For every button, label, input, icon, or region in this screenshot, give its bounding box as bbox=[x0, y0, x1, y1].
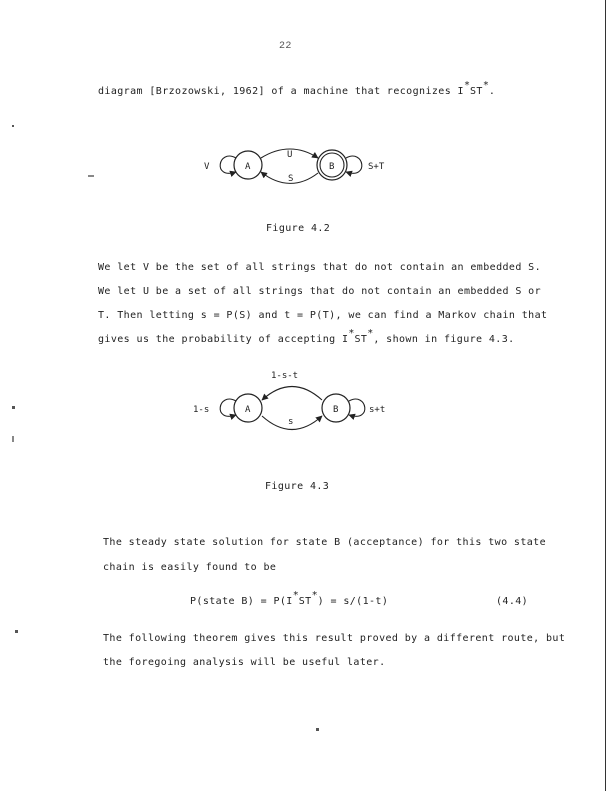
para2-line-2: chain is easily found to be bbox=[103, 562, 277, 573]
fig43-loop-b-label: s+t bbox=[369, 405, 386, 415]
para2-line-1: The steady state solution for state B (acceptance) for this two state bbox=[103, 537, 547, 548]
fig42-state-a-label: A bbox=[245, 162, 251, 172]
fig42-loop-a-label: V bbox=[204, 162, 210, 172]
intro-text: diagram [Brzozowski, 1962] of a machine that recognizes I bbox=[98, 86, 464, 97]
intro-sup2: * bbox=[482, 80, 489, 91]
equation-sup2: * bbox=[311, 590, 318, 601]
figure-4-3-caption: Figure 4.3 bbox=[265, 481, 330, 492]
page-number: 22 bbox=[279, 41, 292, 52]
fig43-edge-top bbox=[262, 387, 322, 401]
para1-last-post: , shown in figure 4.3. bbox=[373, 334, 515, 345]
fig43-edge-top-label: 1-s-t bbox=[271, 371, 299, 381]
para1-last-sup2: * bbox=[367, 328, 374, 339]
fig43-loop-a-label: 1-s bbox=[193, 405, 210, 415]
fig42-loop-b-label: S+T bbox=[368, 162, 385, 172]
scan-speck bbox=[88, 175, 94, 177]
fig43-edge-bottom-label: s bbox=[288, 417, 294, 427]
fig43-state-b-label: B bbox=[333, 405, 339, 415]
para1-line-1: We let V be the set of all strings that do not contain an embedded S. bbox=[98, 262, 542, 273]
figure-4-3-diagram bbox=[193, 371, 385, 430]
fig42-edge-bottom-label: S bbox=[288, 174, 294, 184]
equation-sup1: * bbox=[292, 590, 299, 601]
fig42-state-b-label: B bbox=[329, 162, 335, 172]
figure-4-2-diagram bbox=[204, 149, 385, 184]
fig42-loop-b bbox=[346, 156, 362, 173]
scan-speck bbox=[316, 728, 319, 731]
fig42-edge-top-label: U bbox=[287, 150, 293, 160]
para1-line-2: We let U be a set of all strings that do not contain an embedded S or bbox=[98, 286, 542, 297]
para3-line-2: the foregoing analysis will be useful later. bbox=[103, 657, 386, 668]
equation-post: ) = s/(1-t) bbox=[317, 596, 389, 607]
intro-sup1: * bbox=[463, 80, 470, 91]
scan-speck bbox=[12, 436, 14, 442]
intro-mid: ST bbox=[470, 86, 483, 97]
para1-last-mid: ST bbox=[354, 334, 368, 345]
para1-line-4 bbox=[98, 328, 515, 345]
para1-last-pre: gives us the probability of accepting I bbox=[98, 334, 349, 345]
equation-number: (4.4) bbox=[496, 596, 529, 607]
equation-pre: P(state B) = P(I bbox=[190, 596, 293, 607]
scan-speck bbox=[12, 125, 14, 127]
scan-speck bbox=[15, 630, 18, 633]
intro-end: . bbox=[488, 86, 496, 97]
figure-4-2-caption: Figure 4.2 bbox=[266, 223, 331, 234]
fig43-state-a-label: A bbox=[245, 405, 251, 415]
para3-line-1: The following theorem gives this result proved by a different route, but bbox=[103, 633, 566, 644]
equation-mid: ST bbox=[298, 596, 312, 607]
para1-last-sup1: * bbox=[348, 328, 355, 339]
para1-line-3: T. Then letting s = P(S) and t = P(T), we can find a Markov chain that bbox=[98, 310, 548, 321]
fig43-loop-b bbox=[349, 399, 365, 416]
scan-speck bbox=[12, 406, 15, 409]
equation-4-4 bbox=[190, 590, 389, 607]
